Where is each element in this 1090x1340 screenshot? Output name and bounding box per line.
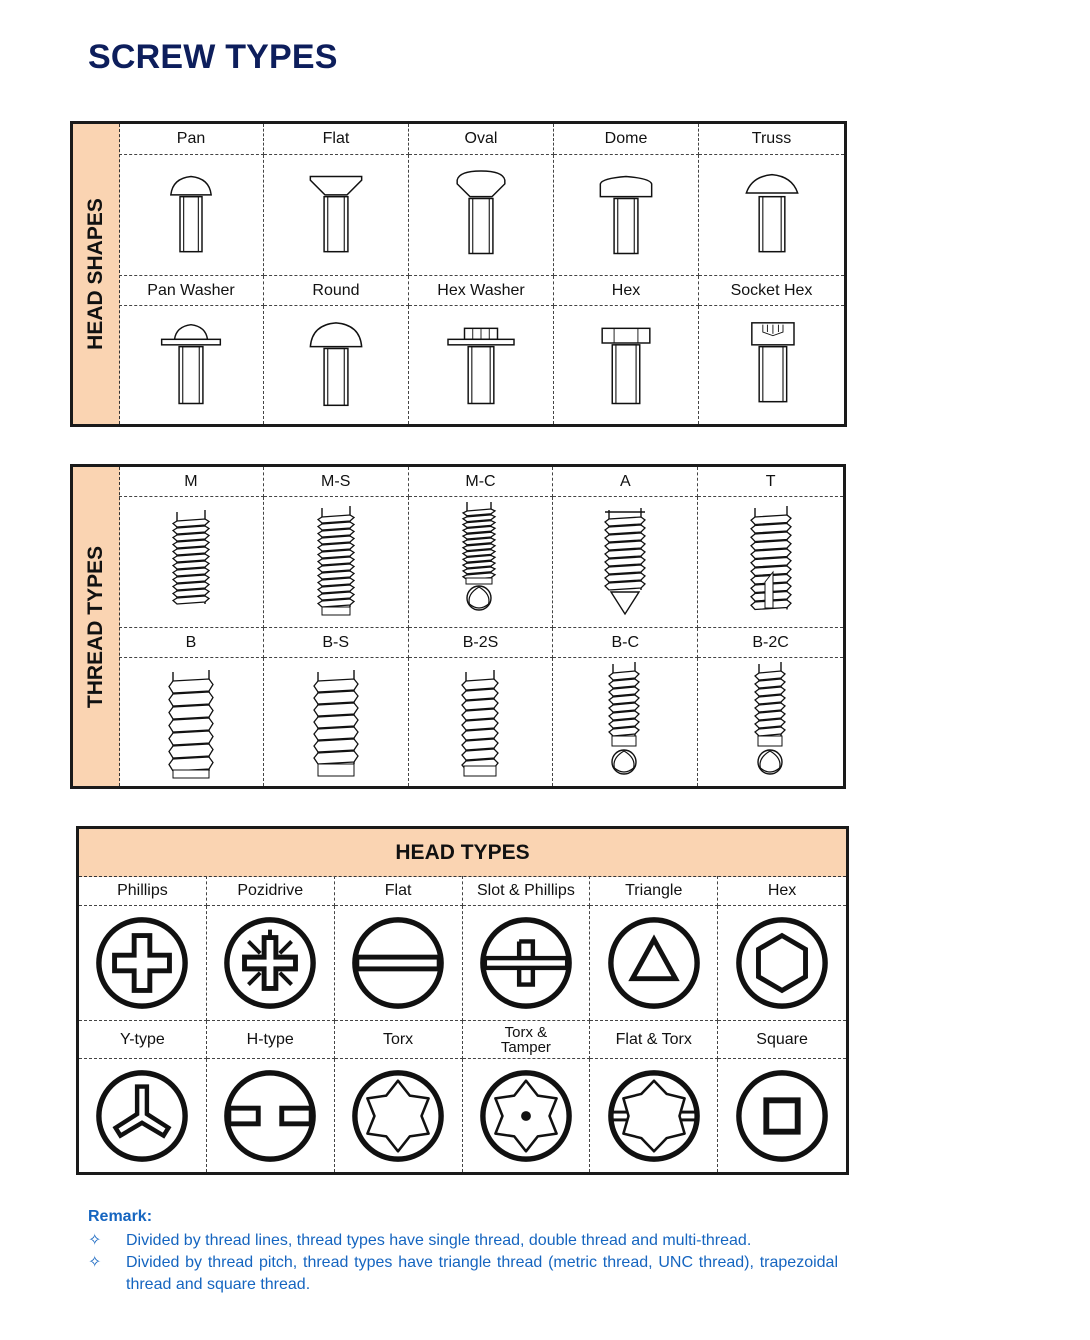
- label-cell: [554, 276, 699, 306]
- picture-cell: [463, 906, 591, 1021]
- label-cell: [718, 876, 846, 906]
- slot-phillips-drive-icon: [477, 914, 575, 1012]
- head-shapes-table: [70, 121, 847, 427]
- picture-cell: [409, 658, 554, 786]
- picture-cell: [207, 906, 335, 1021]
- oval-head-screw-icon: [431, 160, 531, 270]
- pozidrive-drive-icon: [221, 914, 319, 1012]
- item-label: M: [184, 472, 198, 490]
- label-cell: [590, 1021, 718, 1059]
- torx-drive-icon: [349, 1067, 447, 1165]
- label-cell: [264, 276, 409, 306]
- item-label: Flat: [384, 881, 412, 899]
- head-shapes-label: HEAD SHAPES: [84, 198, 107, 350]
- picture-cell: [409, 155, 554, 276]
- item-label: M-S: [321, 472, 351, 490]
- picture-cell: [590, 906, 718, 1021]
- b-thread-2s-icon: [430, 662, 530, 782]
- thread-types-grid: [119, 467, 843, 786]
- item-label: Hex Washer: [437, 281, 525, 299]
- label-cell: [264, 628, 409, 658]
- flat-slot-drive-icon: [349, 914, 447, 1012]
- label-cell: [698, 628, 843, 658]
- label-cell: [119, 124, 264, 155]
- socket-hex-head-screw-icon: [722, 310, 822, 420]
- picture-cell: [718, 1059, 846, 1172]
- label-cell: [207, 1021, 335, 1059]
- label-cell: [554, 124, 699, 155]
- phillips-drive-icon: [93, 914, 191, 1012]
- head-types-grid: [79, 876, 846, 1172]
- thread-types-label: THREAD TYPES: [84, 545, 107, 708]
- item-label: Oval: [464, 130, 498, 147]
- remark-section: [88, 1208, 838, 1296]
- label-cell: [409, 124, 554, 155]
- remark-item: [88, 1252, 838, 1296]
- label-cell: [553, 467, 698, 497]
- head-shapes-grid: [119, 124, 844, 424]
- picture-cell: [553, 497, 698, 628]
- pan-washer-head-screw-icon: [141, 310, 241, 420]
- item-label: Pozidrive: [237, 881, 304, 899]
- item-label: B-C: [611, 633, 640, 651]
- picture-cell: [119, 155, 264, 276]
- label-cell: [79, 1021, 207, 1059]
- item-label: Pan Washer: [147, 281, 235, 299]
- machine-thread-c-icon: [430, 502, 530, 622]
- picture-cell: [335, 1059, 463, 1172]
- picture-cell: [79, 906, 207, 1021]
- label-cell: [119, 628, 264, 658]
- label-cell: [590, 876, 718, 906]
- hex-head-screw-icon: [576, 310, 676, 420]
- picture-cell: [718, 906, 846, 1021]
- item-label: Y-type: [120, 1030, 165, 1048]
- round-head-screw-icon: [286, 310, 386, 420]
- picture-cell: [335, 906, 463, 1021]
- picture-cell: [554, 155, 699, 276]
- item-label: A: [619, 472, 631, 490]
- picture-cell: [264, 306, 409, 424]
- picture-cell: [553, 658, 698, 786]
- label-cell: [718, 1021, 846, 1059]
- t-thread-cutting-icon: [721, 502, 821, 622]
- label-cell: [463, 876, 591, 906]
- bullet-icon: ✧: [88, 1254, 102, 1271]
- item-label: Square: [756, 1030, 808, 1048]
- b-thread-s-icon: [286, 662, 386, 782]
- item-label: Truss: [751, 130, 792, 147]
- page-title: SCREW TYPES: [88, 38, 338, 76]
- label-cell: [409, 467, 554, 497]
- item-label: Torx & Tamper: [500, 1023, 551, 1056]
- b-thread-c-icon: [575, 662, 675, 782]
- label-cell: [409, 628, 554, 658]
- label-cell: [79, 876, 207, 906]
- item-label: Torx: [382, 1030, 414, 1048]
- label-cell: [119, 276, 264, 306]
- b-thread-icon: [141, 662, 241, 782]
- thread-types-band: [73, 467, 120, 786]
- machine-thread-icon: [141, 502, 241, 622]
- picture-cell: [698, 658, 843, 786]
- label-cell: [264, 124, 409, 155]
- a-thread-pointed-icon: [575, 502, 675, 622]
- head-shapes-band: [73, 124, 120, 424]
- item-label: Pan: [176, 130, 206, 147]
- label-cell: [553, 628, 698, 658]
- label-cell: [463, 1021, 591, 1059]
- remark-text: Divided by thread pitch, thread types have triangle thread (metric thread, UNC thread), trapezoidal thread and square thread.: [126, 1254, 838, 1293]
- item-label: B-2S: [462, 633, 499, 651]
- item-label: Triangle: [625, 881, 683, 899]
- picture-cell: [119, 658, 264, 786]
- item-label: B-2C: [752, 633, 789, 651]
- item-label: Slot & Phillips: [477, 881, 575, 899]
- triangle-drive-icon: [605, 914, 703, 1012]
- item-label: B: [185, 633, 197, 651]
- item-label: T: [765, 472, 776, 490]
- picture-cell: [698, 497, 843, 628]
- head-types-table: [76, 826, 849, 1175]
- flat-head-screw-icon: [286, 160, 386, 270]
- pan-head-screw-icon: [141, 160, 241, 270]
- picture-cell: [207, 1059, 335, 1172]
- thread-types-table: [70, 464, 846, 789]
- label-cell: [119, 467, 264, 497]
- item-label: Flat & Torx: [615, 1030, 692, 1048]
- label-cell: [409, 276, 554, 306]
- remark-text: Divided by thread lines, thread types have single thread, double thread and multi-thread.: [126, 1232, 752, 1249]
- item-label: B-S: [322, 633, 350, 651]
- picture-cell: [264, 497, 409, 628]
- item-label: Phillips: [117, 881, 168, 899]
- picture-cell: [590, 1059, 718, 1172]
- hex-drive-icon: [733, 914, 831, 1012]
- picture-cell: [409, 306, 554, 424]
- picture-cell: [119, 306, 264, 424]
- item-label: Flat: [322, 130, 350, 147]
- label-cell: [698, 467, 843, 497]
- item-label: Round: [312, 281, 360, 299]
- remark-title: Remark:: [88, 1208, 153, 1225]
- item-label: H-type: [246, 1030, 294, 1048]
- picture-cell: [409, 497, 554, 628]
- picture-cell: [119, 497, 264, 628]
- picture-cell: [264, 155, 409, 276]
- head-types-header: HEAD TYPES: [79, 829, 846, 877]
- item-label: Hex: [767, 881, 797, 899]
- label-cell: [335, 1021, 463, 1059]
- label-cell: [699, 124, 844, 155]
- remark-item: [88, 1230, 838, 1252]
- item-label: M-C: [465, 472, 496, 490]
- picture-cell: [463, 1059, 591, 1172]
- picture-cell: [554, 306, 699, 424]
- dome-head-screw-icon: [576, 160, 676, 270]
- picture-cell: [79, 1059, 207, 1172]
- b-thread-2c-icon: [721, 662, 821, 782]
- torx-tamper-drive-icon: [477, 1067, 575, 1165]
- h-type-drive-icon: [221, 1067, 319, 1165]
- y-type-drive-icon: [93, 1067, 191, 1165]
- label-cell: [264, 467, 409, 497]
- square-drive-icon: [733, 1067, 831, 1165]
- item-label: Dome: [604, 130, 648, 147]
- machine-thread-s-icon: [286, 502, 386, 622]
- picture-cell: [699, 155, 844, 276]
- picture-cell: [699, 306, 844, 424]
- bullet-icon: ✧: [88, 1232, 102, 1249]
- label-cell: [335, 876, 463, 906]
- item-label: Hex: [611, 281, 641, 299]
- item-label: Socket Hex: [730, 281, 813, 299]
- hex-washer-head-screw-icon: [431, 310, 531, 420]
- label-cell: [207, 876, 335, 906]
- truss-head-screw-icon: [722, 160, 822, 270]
- flat-torx-drive-icon: [605, 1067, 703, 1165]
- label-cell: [699, 276, 844, 306]
- picture-cell: [264, 658, 409, 786]
